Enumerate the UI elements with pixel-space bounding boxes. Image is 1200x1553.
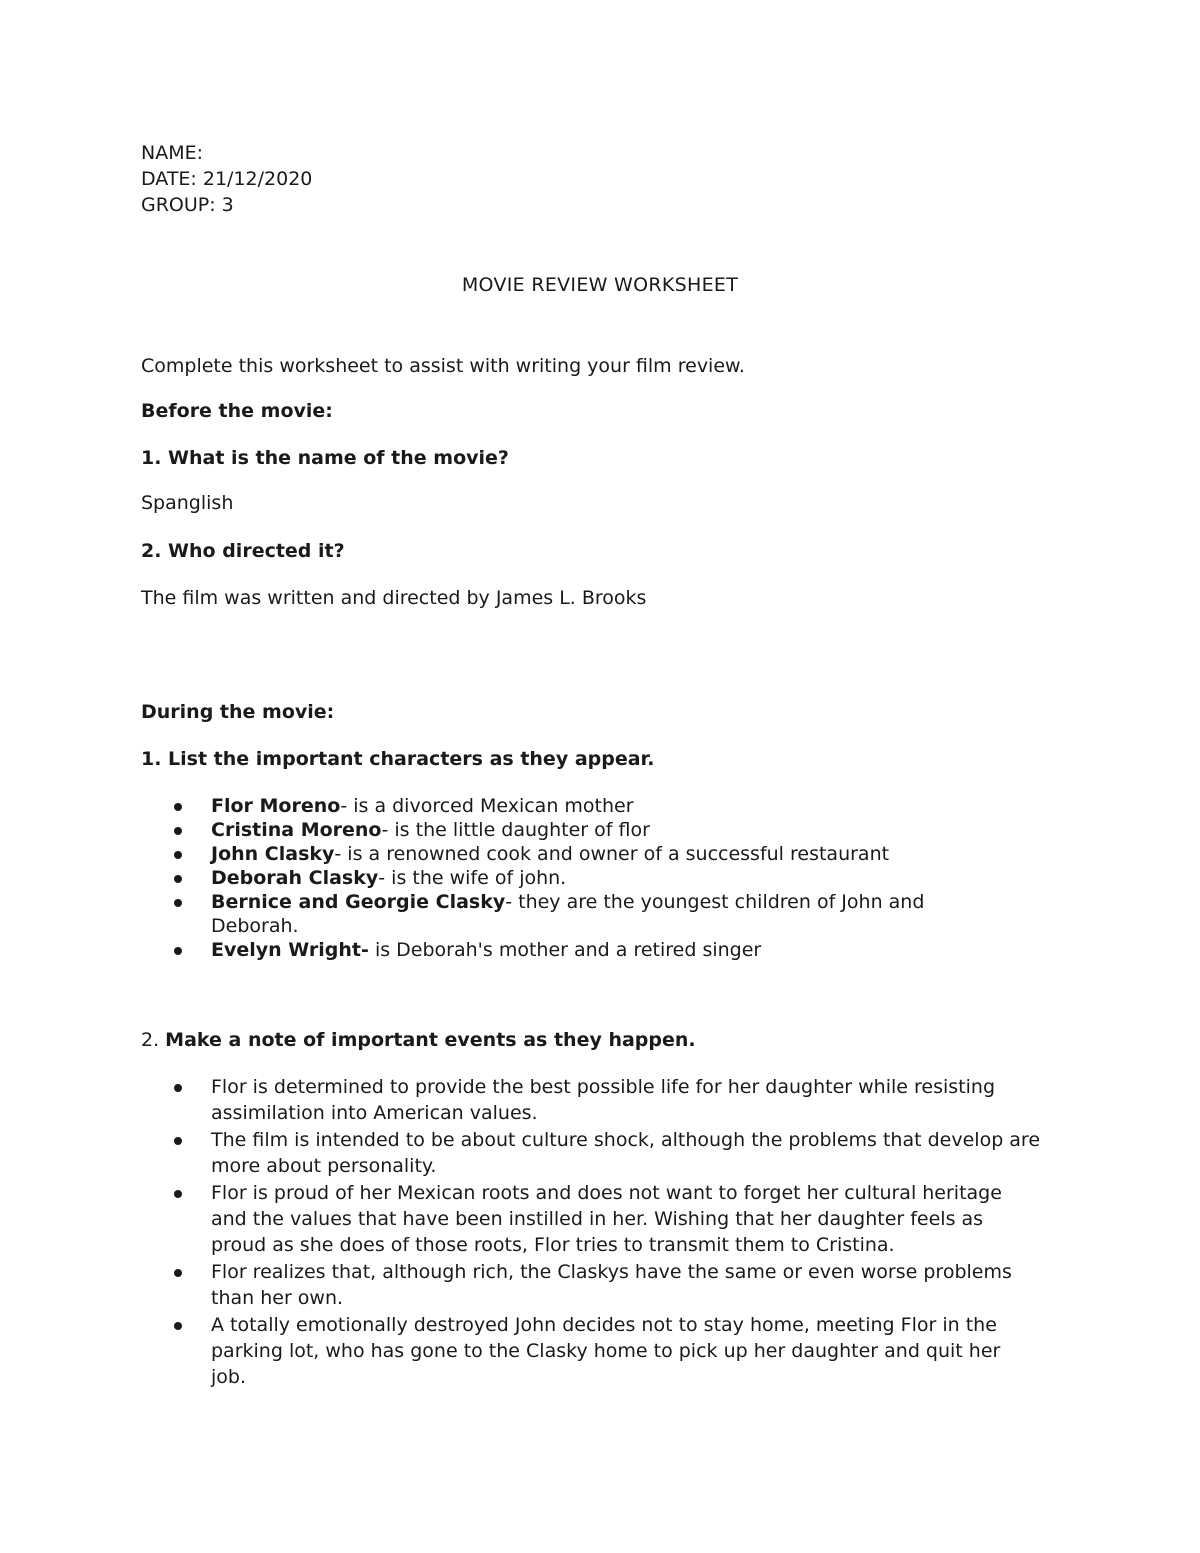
event-text: Flor is proud of her Mexican roots and does not want to forget her cultural heritage and the values that have been instilled in her. Wishing that her daughter feels as proud as she does of those roots, Flor tries to transmit them to Cristina.: [211, 1182, 1002, 1256]
character-name: Flor Moreno: [211, 795, 341, 817]
date-line: DATE: 21/12/2020: [141, 168, 313, 190]
event-text: A totally emotionally destroyed John decides not to stay home, meeting Flor in the parking lot, who has gone to the Clasky home to pick up her daughter and quit her job.: [211, 1314, 1001, 1388]
question-text: Make a note of important events as they happen.: [165, 1029, 696, 1051]
character-description: - is the wife of john.: [378, 867, 567, 889]
worksheet-title: MOVIE REVIEW WORKSHEET: [461, 274, 739, 296]
character-description: - they are the youngest children of John and Deborah.: [211, 891, 925, 937]
list-item: [141, 1312, 1041, 1390]
bullet-icon: [174, 1137, 182, 1145]
list-item: [141, 794, 1041, 818]
character-list: [141, 794, 1041, 962]
character-name: John Clasky: [211, 843, 335, 865]
bullet-icon: [174, 827, 182, 835]
list-item: [141, 818, 1041, 842]
bullet-icon: [174, 947, 182, 955]
before-answer-1: Spanglish: [141, 492, 234, 514]
before-question-2: 2. Who directed it?: [141, 540, 345, 562]
during-question-1: 1. List the important characters as they appear.: [141, 748, 655, 770]
character-description: is Deborah's mother and a retired singer: [368, 939, 762, 961]
during-question-2: [141, 1029, 696, 1051]
name-line: NAME:: [141, 142, 204, 164]
list-item: [141, 938, 1041, 962]
bullet-icon: [174, 1322, 182, 1330]
question-number: 2.: [141, 1029, 166, 1051]
character-name: Evelyn Wright-: [211, 939, 369, 961]
event-text: Flor is determined to provide the best possible life for her daughter while resisting assimilation into American values.: [211, 1076, 996, 1124]
character-description: - is the little daughter of flor: [381, 819, 650, 841]
before-question-1: 1. What is the name of the movie?: [141, 447, 509, 469]
list-item: [141, 866, 1041, 890]
list-item: [141, 1180, 1041, 1258]
event-text: The film is intended to be about culture shock, although the problems that develop are more about personality.: [211, 1129, 1041, 1177]
bullet-icon: [174, 851, 182, 859]
list-item: [141, 1127, 1041, 1179]
bullet-icon: [174, 803, 182, 811]
bullet-icon: [174, 1269, 182, 1277]
group-line: GROUP: 3: [141, 194, 234, 216]
character-description: - is a renowned cook and owner of a successful restaurant: [334, 843, 890, 865]
during-heading: During the movie:: [141, 701, 335, 723]
events-list: [141, 1074, 1041, 1391]
character-name: Cristina Moreno: [211, 819, 382, 841]
event-text: Flor realizes that, although rich, the Claskys have the same or even worse problems than her own.: [211, 1261, 1012, 1309]
character-name: Bernice and Georgie Clasky: [211, 891, 506, 913]
list-item: [141, 1259, 1041, 1311]
before-heading: Before the movie:: [141, 400, 333, 422]
character-name: Deborah Clasky: [211, 867, 379, 889]
list-item: [141, 842, 1041, 866]
bullet-icon: [174, 1084, 182, 1092]
bullet-icon: [174, 875, 182, 883]
bullet-icon: [174, 899, 182, 907]
list-item: [141, 890, 1041, 938]
bullet-icon: [174, 1190, 182, 1198]
character-description: - is a divorced Mexican mother: [340, 795, 634, 817]
intro-text: Complete this worksheet to assist with writing your film review.: [141, 355, 745, 377]
before-answer-2: The film was written and directed by James L. Brooks: [141, 587, 647, 609]
list-item: [141, 1074, 1041, 1126]
